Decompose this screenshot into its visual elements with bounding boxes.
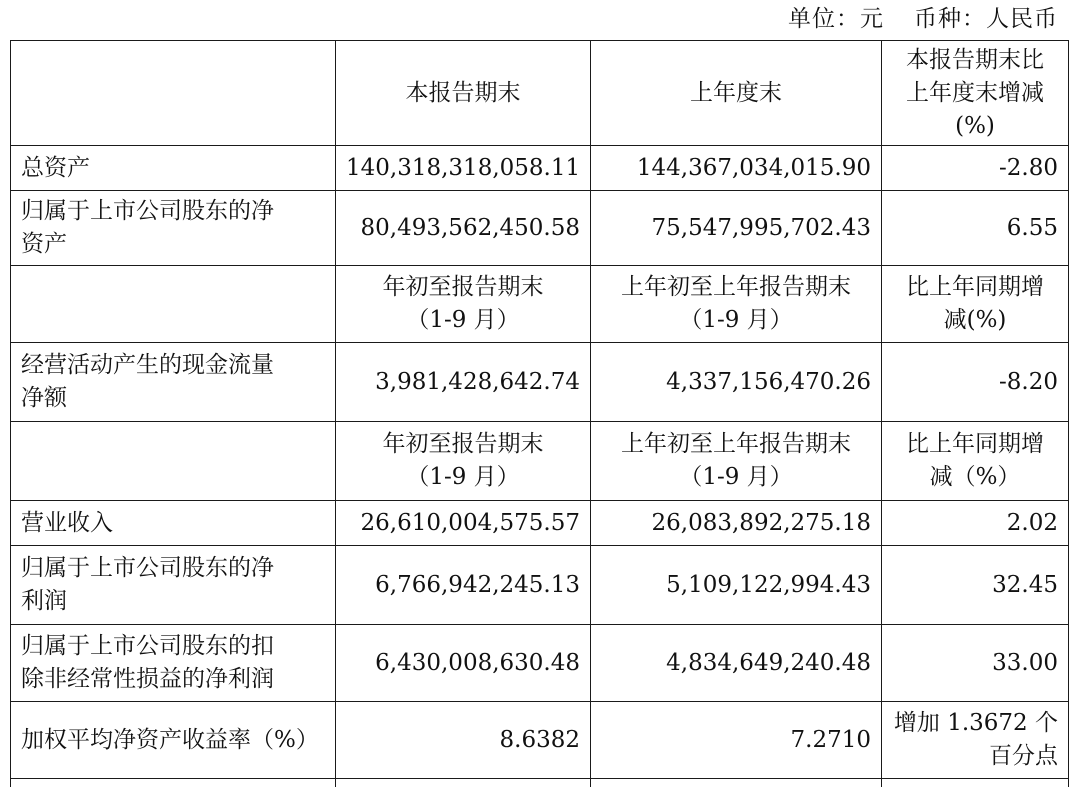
row-label-net-assets	[11, 191, 336, 266]
table-row	[11, 343, 1069, 422]
table-row	[11, 501, 1069, 546]
cell-previous: 7.2710	[591, 702, 882, 779]
subheader-yoy-change	[882, 266, 1069, 343]
cell-current: 3,981,428,642.74	[336, 343, 591, 422]
subheader-prior-ytd-line2: （1-9 月）	[601, 304, 871, 337]
cell-change-line2: 百分点	[892, 740, 1058, 773]
row-label-line2: 净额	[21, 382, 325, 415]
cell-current: 26,610,004,575.57	[336, 501, 591, 546]
table-row	[11, 546, 1069, 625]
row-label-line2: 利润	[21, 585, 325, 618]
row-label-line2: 除非经常性损益的净利润	[21, 663, 325, 696]
row-label-line1: 归属于上市公司股东的净	[21, 552, 325, 585]
subheader-ytd	[336, 422, 591, 501]
header-change-line1: 本报告期末比	[892, 44, 1058, 77]
cell-previous: 75,547,995,702.43	[591, 191, 882, 266]
continuation-cell	[591, 779, 882, 787]
cell-previous: 5,109,122,994.43	[591, 546, 882, 625]
row-label-weighted-roe: 加权平均净资产收益率（%）	[11, 702, 336, 779]
table-continuation-row	[11, 779, 1069, 787]
cell-current: 6,766,942,245.13	[336, 546, 591, 625]
unit-label: 单位：元	[788, 6, 884, 32]
cell-previous: 26,083,892,275.18	[591, 501, 882, 546]
subheader-prior-ytd-line1: 上年初至上年报告期末	[601, 428, 871, 461]
row-label-line1: 归属于上市公司股东的净	[21, 195, 325, 228]
subheader-ytd-line1: 年初至报告期末	[346, 271, 580, 304]
cell-current: 6,430,008,630.48	[336, 625, 591, 702]
header-change-pct	[882, 41, 1069, 146]
subheader-empty-cell	[11, 266, 336, 343]
subheader-ytd-line2: （1-9 月）	[346, 304, 580, 337]
row-label-line1: 经营活动产生的现金流量	[21, 349, 325, 382]
subheader-yoy-change	[882, 422, 1069, 501]
cell-change: 2.02	[882, 501, 1069, 546]
cell-current: 8.6382	[336, 702, 591, 779]
cell-change: 33.00	[882, 625, 1069, 702]
cell-change: -8.20	[882, 343, 1069, 422]
subheader-prior-ytd	[591, 266, 882, 343]
cell-change: -2.80	[882, 146, 1069, 191]
cell-change: 6.55	[882, 191, 1069, 266]
cell-previous: 4,834,649,240.48	[591, 625, 882, 702]
table-row	[11, 146, 1069, 191]
cell-previous: 4,337,156,470.26	[591, 343, 882, 422]
header-current-period: 本报告期末	[336, 41, 591, 146]
header-change-line3: (%)	[892, 110, 1058, 143]
subheader-ytd-line2: （1-9 月）	[346, 461, 580, 494]
subheader-ytd	[336, 266, 591, 343]
header-previous-year-end: 上年度末	[591, 41, 882, 146]
subheader-prior-ytd-line1: 上年初至上年报告期末	[601, 271, 871, 304]
continuation-cell	[336, 779, 591, 787]
row-label-line1: 归属于上市公司股东的扣	[21, 630, 325, 663]
subheader-prior-ytd-line2: （1-9 月）	[601, 461, 871, 494]
subheader-yoy-line1: 比上年同期增	[892, 428, 1058, 461]
table-header-row	[11, 41, 1069, 146]
row-label-net-profit-deducted	[11, 625, 336, 702]
table-subheader-row	[11, 266, 1069, 343]
header-empty-cell	[11, 41, 336, 146]
continuation-cell	[882, 779, 1069, 787]
cell-current: 140,318,318,058.11	[336, 146, 591, 191]
cell-previous: 144,367,034,015.90	[591, 146, 882, 191]
row-label-operating-cash-flow	[11, 343, 336, 422]
subheader-ytd-line1: 年初至报告期末	[346, 428, 580, 461]
subheader-yoy-line2: 减(%)	[892, 304, 1058, 337]
financial-table	[10, 40, 1069, 787]
unit-line	[788, 2, 1058, 36]
continuation-cell	[11, 779, 336, 787]
table-row	[11, 191, 1069, 266]
cell-current: 80,493,562,450.58	[336, 191, 591, 266]
row-label-net-profit	[11, 546, 336, 625]
subheader-yoy-line2: 减（%）	[892, 461, 1058, 494]
cell-change	[882, 702, 1069, 779]
subheader-empty-cell	[11, 422, 336, 501]
table-row	[11, 625, 1069, 702]
header-change-line2: 上年度末增减	[892, 77, 1058, 110]
row-label-total-assets: 总资产	[11, 146, 336, 191]
cell-change: 32.45	[882, 546, 1069, 625]
row-label-revenue: 营业收入	[11, 501, 336, 546]
cell-change-line1: 增加 1.3672 个	[892, 707, 1058, 740]
row-label-line2: 资产	[21, 228, 325, 261]
currency-label: 币种：人民币	[914, 6, 1058, 32]
subheader-yoy-line1: 比上年同期增	[892, 271, 1058, 304]
table-subheader-row	[11, 422, 1069, 501]
table-row	[11, 702, 1069, 779]
subheader-prior-ytd	[591, 422, 882, 501]
